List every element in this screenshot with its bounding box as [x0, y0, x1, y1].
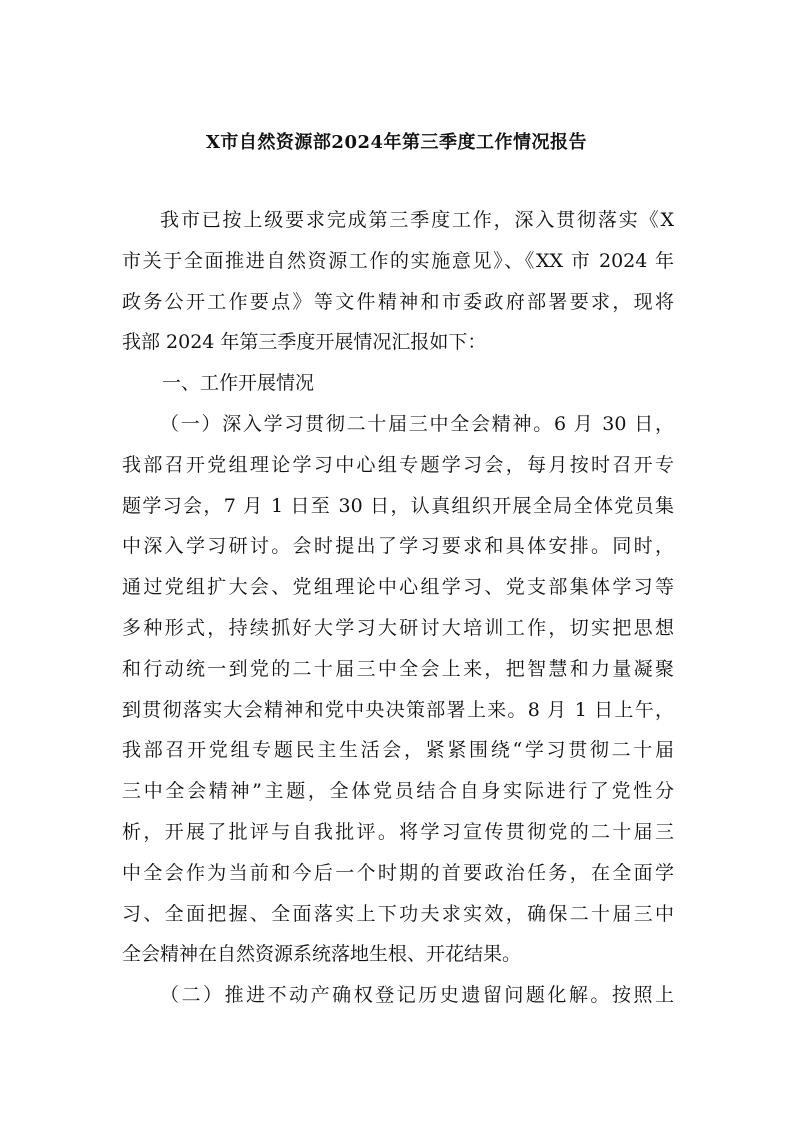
section-heading: 一、工作开展情况: [162, 372, 315, 395]
paragraph-line: 析，开展了批评与自我批评。将学习宣传贯彻党的二十届三: [122, 820, 674, 843]
paragraph-line: 三中全会精神”主题，全体党员结合自身实际进行了党性分: [122, 780, 674, 803]
paragraph-line: 多种形式，持续抓好大学习大研讨大培训工作，切实把思想: [122, 616, 674, 639]
paragraph-line: 中全会作为当前和今后一个时期的首要政治任务，在全面学: [122, 861, 674, 884]
paragraph-line: 政务公开工作要点》等文件精神和市委政府部署要求，现将: [122, 290, 674, 313]
document-title: X市自然资源部2024年第三季度工作情况报告: [205, 132, 588, 153]
subsection-heading-line: （一）深入学习贯彻二十届三中全会精神。6 月 30 日，: [160, 412, 674, 435]
paragraph-line: 中深入学习研讨。会时提出了学习要求和具体安排。同时，: [122, 535, 674, 558]
paragraph-line: 题学习会，7 月 1 日至 30 日，认真组织开展全局全体党员集: [122, 494, 674, 517]
subsection-heading-line: （二）推进不动产确权登记历史遗留问题化解。按照上: [160, 984, 674, 1007]
paragraph-line: 市关于全面推进自然资源工作的实施意见》、《XX 市 2024 年: [122, 249, 674, 272]
paragraph-line: 通过党组扩大会、党组理论中心组学习、党支部集体学习等: [122, 576, 674, 599]
document-body: [122, 200, 674, 1016]
paragraph-line: 全会精神在自然资源系统落地生根、开花结果。: [122, 943, 522, 966]
paragraph-line: 我部 2024 年第三季度开展情况汇报如下：: [122, 331, 487, 354]
paragraph-line: 我部召开党组理论学习中心组专题学习会，每月按时召开专: [122, 453, 674, 476]
paragraph-line: 我市已按上级要求完成第三季度工作，深入贯彻落实《X: [160, 209, 674, 231]
paragraph-line: 习、全面把握、全面落实上下功夫求实效，确保二十届三中: [122, 902, 674, 925]
paragraph-line: 我部召开党组专题民主生活会，紧紧围绕“学习贯彻二十届: [122, 739, 674, 762]
paragraph-line: 和行动统一到党的二十届三中全会上来，把智慧和力量凝聚: [122, 657, 674, 680]
paragraph-line: 到贯彻落实大会精神和党中央决策部署上来。8 月 1 日上午，: [122, 698, 674, 721]
